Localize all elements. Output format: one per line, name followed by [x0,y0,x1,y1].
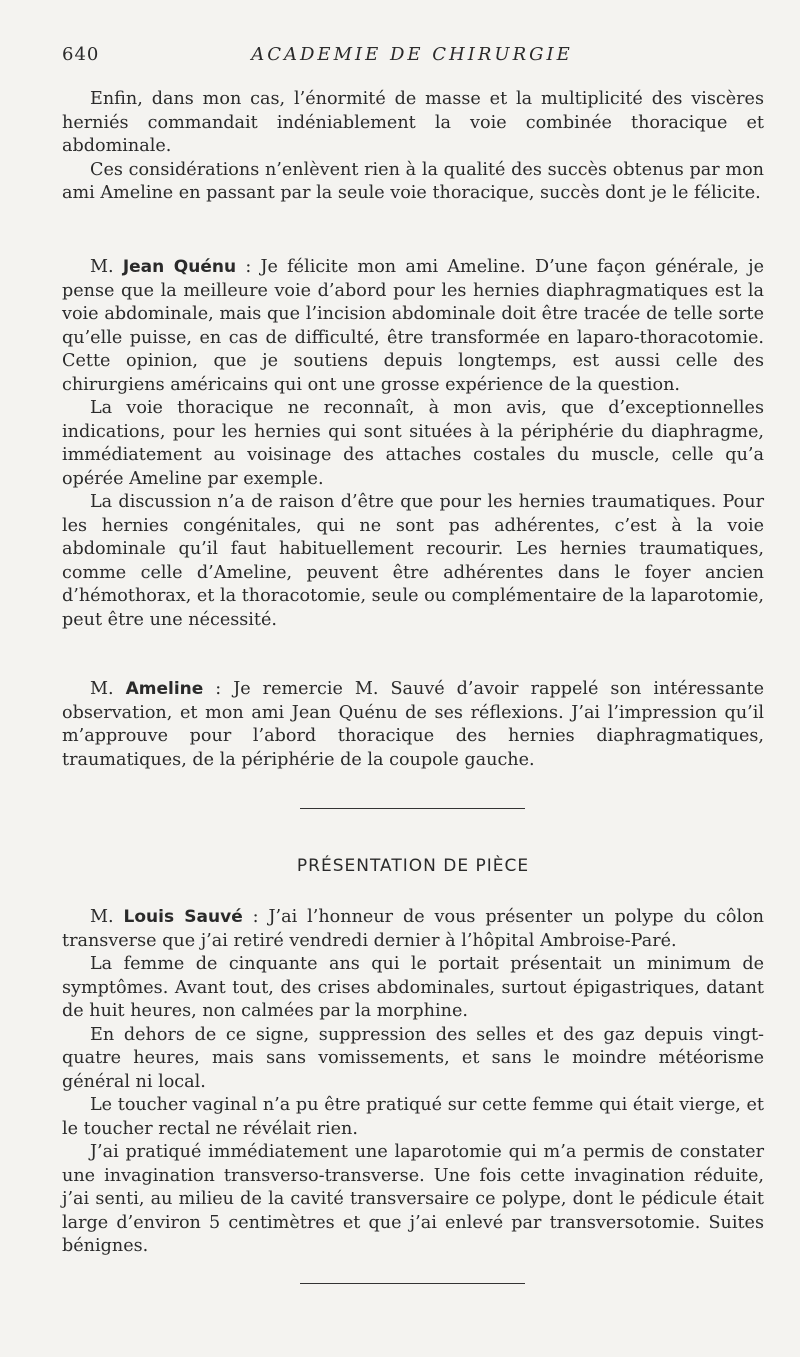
closing-remarks-block [62,88,764,206]
ameline-intervention [62,678,764,772]
speaker-prefix: M. [90,257,123,277]
paragraph: Le toucher vaginal n’a pu être pratiqué sur cette femme qui était vierge, et le toucher rectal ne révélait rien. [62,1095,764,1139]
speaker-name: Louis Sauvé [123,907,243,927]
sauve-presentation [62,906,764,1259]
speaker-colon: : [236,257,261,277]
paragraph-text: J’ai l’honneur de vous présenter un polype du côlon transverse que j’ai retiré vendredi dernier à l’hôpital Ambroise-Paré. [62,907,764,951]
page-header [62,44,762,68]
paragraph: La femme de cinquante ans qui le portait présentait un minimum de symptômes. Avant tout, des crises abdominales, surtout épigastriques, datant de huit heures, non calmées par la morphine. [62,954,764,1021]
paragraph-text: Je félicite mon ami Ameline. D’une façon générale, je pense que la meilleure voie d’abord pour les hernies diaphragmatiques est la voie abdominale, mais que l’incision abdominale doit être tracée de telle sorte qu’elle puisse, en cas de difficulté, être transformée en laparo-thoracotomie. Cette opinion, que je soutiens depuis longtemps, est aussi celle des chirurgiens américains qui ont une grosse expérience de la question. [62,257,764,395]
paragraph: Enfin, dans mon cas, l’énormité de masse et la multiplicité des viscères herniés commandait indéniablement la voie combinée thoracique et abdominale. [62,89,764,156]
paragraph: En dehors de ce signe, suppression des selles et des gaz depuis vingt-quatre heures, mais sans vomissements, et sans le moindre météorisme général ni local. [62,1024,764,1092]
speaker-name: Jean Quénu [122,257,237,277]
paragraph [62,678,764,772]
paragraph-text: Je remercie M. Sauvé d’avoir rappelé son intéressante observation, et mon ami Jean Quénu de ses réflexions. J’ai l’impression qu’il m’approuve pour l’abord thoracique des hernies diaphragmatiques, traumatiques, de la périphérie de la coupole gauche. [62,679,764,770]
running-title: ACADEMIE DE CHIRURGIE [251,44,573,65]
section-title: PRÉSENTATION DE PIÈCE [296,856,530,876]
speaker-prefix: M. [90,679,126,699]
speaker-colon: : [203,679,234,699]
page-number: 640 [62,44,100,65]
paragraph [62,256,764,397]
section-divider [300,808,525,809]
quenu-intervention [62,256,764,632]
end-divider [300,1283,525,1284]
paragraph: J’ai pratiqué immédiatement une laparotomie qui m’a permis de constater une invagination transverso-transverse. Une fois cette invagination réduite, j’ai senti, au milieu de la cavité transversaire ce polype, dont le pédicule était large d’environ 5 centimètres et que j’ai enlevé par transversotomie. Suites bénignes. [62,1142,764,1256]
paragraph [62,906,764,953]
speaker-name: Ameline [125,679,204,699]
paragraph: Ces considérations n’enlèvent rien à la qualité des succès obtenus par mon ami Ameline en passant par la seule voie thoracique, succès dont je le félicite. [62,159,764,203]
paragraph: La voie thoracique ne reconnaît, à mon avis, que d’exceptionnelles indications, pour les hernies qui sont situées à la périphérie du diaphragme, immédiatement au voisinage des attaches costales du muscle, celle qu’a opérée Ameline par exemple. [62,398,764,489]
speaker-prefix: M. [90,907,124,927]
paragraph: La discussion n’a de raison d’être que pour les hernies traumatiques. Pour les hernies congénitales, qui ne sont pas adhérentes, c’est à la voie abdominale qu’il faut habituellement recourir. Les hernies traumatiques, comme celle d’Ameline, peuvent être adhérentes dans le foyer ancien d’hémothorax, et la thoracotomie, seule ou complémentaire de la laparotomie, peut être une nécessité. [62,492,764,630]
speaker-colon: : [242,907,269,927]
